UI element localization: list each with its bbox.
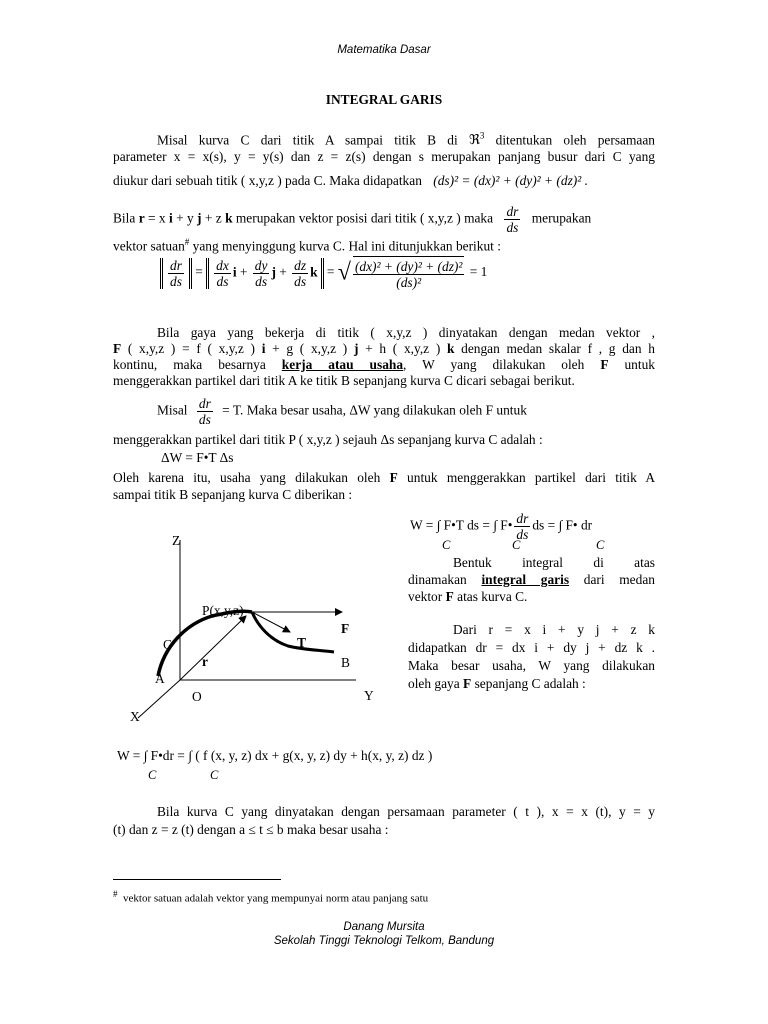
label-r: r xyxy=(202,654,208,669)
label-b: B xyxy=(341,655,350,670)
p1-line-5: vektor satuan# yang menyinggung kurva C. Hal ini ditunjukkan berikut : xyxy=(113,237,501,254)
right-line-2: dinamakan integral garis dari medan xyxy=(408,572,655,587)
line-integral-term: integral garis xyxy=(481,572,570,587)
p2-line-8: Oleh karena itu, usaha yang dilakukan oleh F untuk menggerakkan partikel dari titik A xyxy=(113,470,656,485)
footer-author: Danang Mursita xyxy=(343,921,425,933)
right-line-6: Maka besar usaha, W yang dilakukan xyxy=(408,658,655,673)
footnote: # vektor satuan adalah vektor yang mempunyai norm atau panjang satu xyxy=(113,889,429,905)
arc-length-equation: (ds)² = (dx)² + (dy)² + (dz)² . xyxy=(433,173,588,188)
work-term: kerja atau usaha xyxy=(281,357,404,372)
section-title: INTEGRAL GARIS xyxy=(325,92,443,107)
label-z: Z xyxy=(172,533,181,548)
integral-limit-c: C xyxy=(596,538,605,552)
p3-line-1: Bila kurva C yang dinyatakan dengan persamaan parameter ( t ), x = x (t), y = y xyxy=(157,804,655,819)
footnote-separator xyxy=(113,879,281,880)
integral-limit-c: C xyxy=(210,768,219,782)
integral-limit-c: C xyxy=(148,768,157,782)
label-point-p: P(x,y,z) xyxy=(202,603,244,618)
p2-line-5: Misal $\frac{dr}{ds}$ = T. Maka besar usaha, ΔW yang dilakukan oleh F untuk xyxy=(157,396,527,427)
right-line-1: Bentuk integral di atas xyxy=(453,555,655,570)
label-origin: O xyxy=(192,689,202,704)
p2-line-2: F ( x,y,z ) = f ( x,y,z ) i + g ( x,y,z ) j + h ( x,y,z ) k dengan medan skalar f , g dan h xyxy=(113,341,655,356)
dr-ds-fraction: $\frac{dr}{ds}$ xyxy=(506,204,519,235)
real-space-symbol: ℜ$^3$ xyxy=(468,131,485,148)
footer-institution: Sekolah Tinggi Teknologi Telkom, Bandung xyxy=(273,935,495,947)
integral-limit-c: C xyxy=(442,538,451,552)
label-t: T xyxy=(297,635,306,650)
p1-line-1: Misal kurva C dari titik A sampai titik B di ℜ$^3$ ditentukan oleh persamaan xyxy=(157,131,655,148)
label-curve-c: C xyxy=(163,637,172,652)
curve-diagram xyxy=(120,528,390,728)
unit-tangent-norm-equation: $\frac{dr}{ds}$ = $\frac{dx}{ds}$ i + $\frac{dy}{ds}$ j + $\frac{dz}{ds}$ k = √ $\frac{\text{(dx)² + (dy)² + (dz)²}}{\text{(ds)²}}$ = 1 xyxy=(160,256,487,290)
running-header: Matematika Dasar xyxy=(337,44,431,56)
p1-line-2: parameter x = x(s), y = y(s) dan z = z(s) dengan s merupakan panjang busur dari C yang xyxy=(113,149,655,164)
label-f: F xyxy=(341,621,350,636)
p2-line-6: menggerakkan partikel dari titik P ( x,y,z ) sejauh Δs sepanjang kurva C adalah : xyxy=(113,432,543,447)
right-line-4: Dari r = x i + y j + z k xyxy=(453,622,655,637)
p3-line-2: (t) dan z = z (t) dengan a ≤ t ≤ b maka besar usaha : xyxy=(113,822,389,837)
right-line-7: oleh gaya F sepanjang C adalah : xyxy=(408,676,586,691)
p1-line-4: Bila r = x i + y j + z k merupakan vektor posisi dari titik ( x,y,z ) maka $\frac{dr}{ds}$ merupakan xyxy=(113,204,592,235)
label-x: X xyxy=(130,709,140,724)
p2-line-9: sampai titik B sepanjang kurva C diberikan : xyxy=(113,487,353,502)
work-integral-equation: W = ∫ F•dr = ∫ ( f (x, y, z) dx + g(x, y, z) dy + h(x, y, z) dz ) xyxy=(117,748,433,763)
integral-limit-c: C xyxy=(512,538,521,552)
p2-line-3: kontinu, maka besarnya kerja atau usaha, W yang dilakukan oleh F untuk xyxy=(113,357,655,372)
label-a: A xyxy=(155,671,165,686)
right-line-5: didapatkan dr = dx i + dy j + dz k . xyxy=(408,640,655,655)
p2-line-1: Bila gaya yang bekerja di titik ( x,y,z ) dinyatakan dengan medan vektor , xyxy=(157,325,655,340)
delta-work-equation: ΔW = F•T Δs xyxy=(161,450,234,465)
line-integral-equation: W = ∫ F•T ds = ∫ F• $\frac{dr}{ds}$ ds = ∫ F• dr xyxy=(410,511,593,542)
label-y: Y xyxy=(364,688,374,703)
p2-line-4: menggerakkan partikel dari titik A ke titik B sepanjang kurva C dicari sebagai berikut. xyxy=(113,373,575,388)
right-line-3: vektor F atas kurva C. xyxy=(408,589,528,604)
p1-line-3: diukur dari sebuah titik ( x,y,z ) pada C. Maka didapatkan (ds)² = (dx)² + (dy)² + (dz)² . xyxy=(113,173,588,188)
